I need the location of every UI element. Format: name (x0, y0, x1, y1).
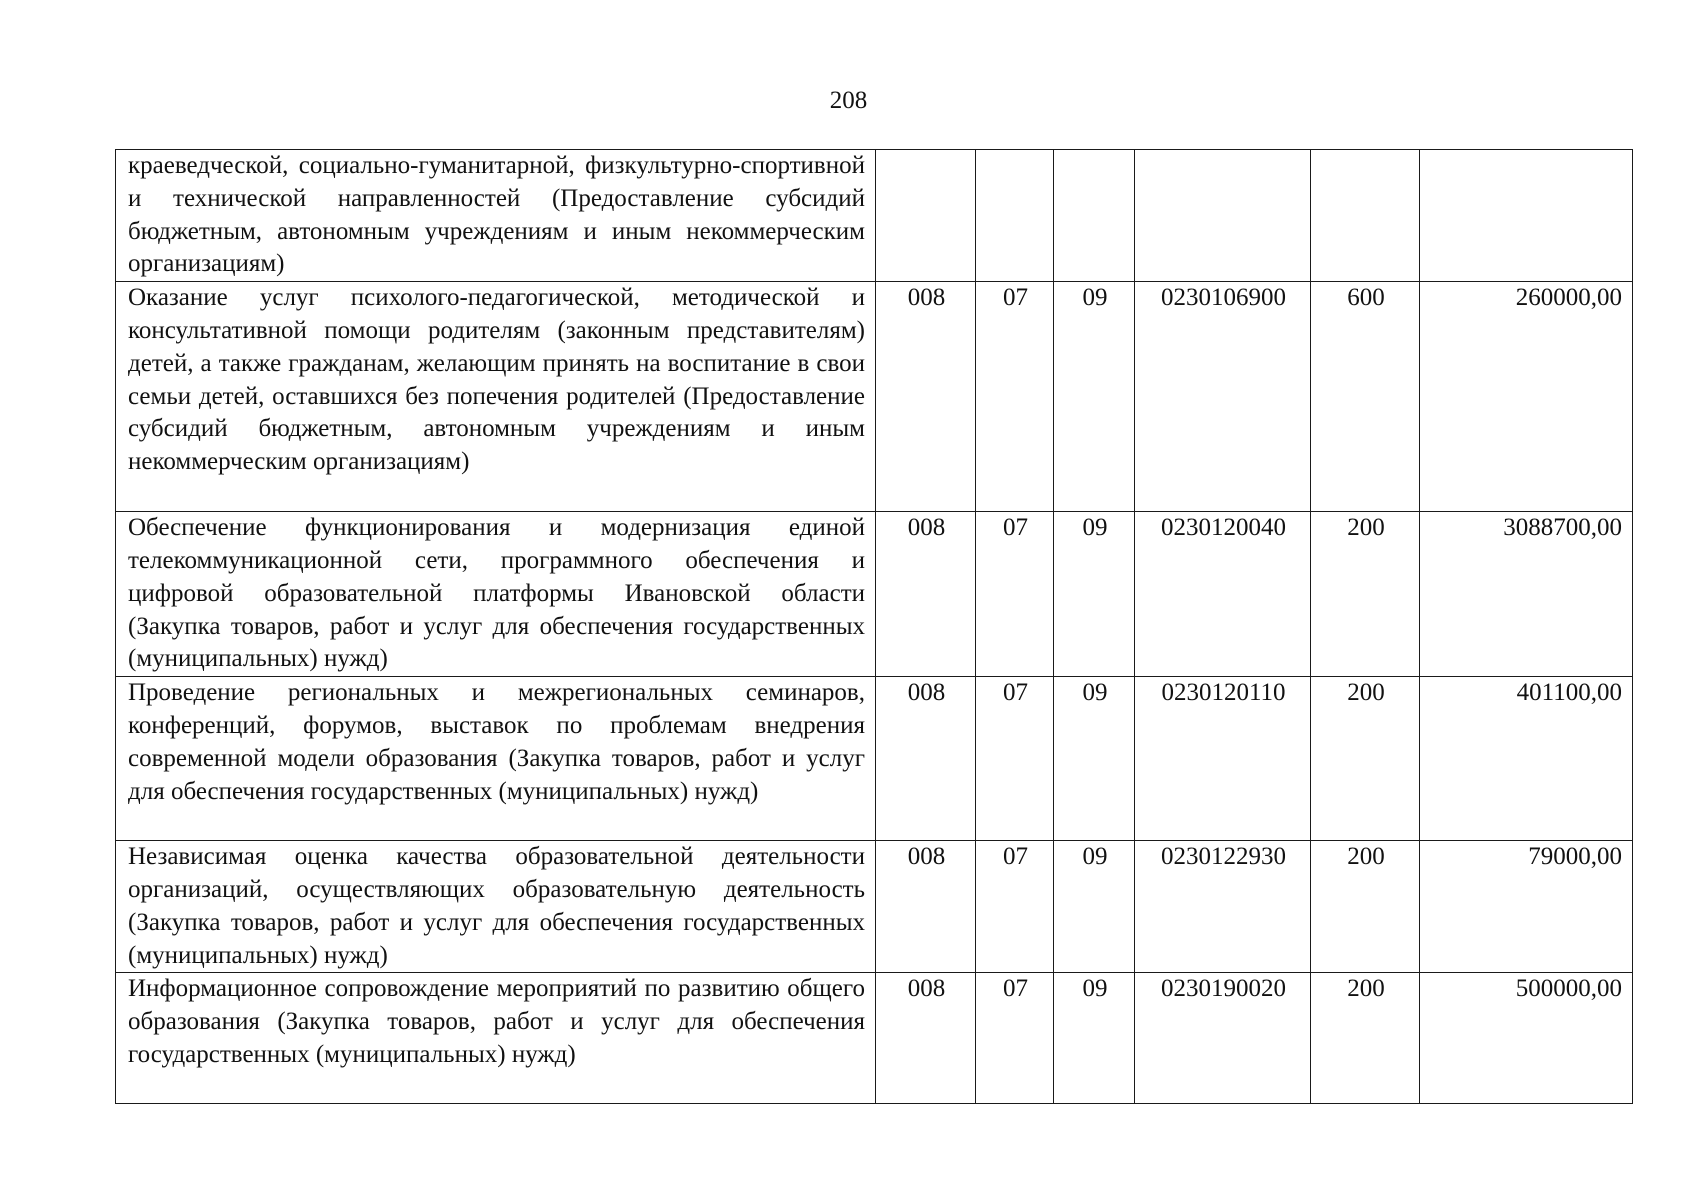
expense-type-code: 200 (1311, 973, 1420, 1104)
target-article-code: 0230122930 (1135, 841, 1311, 973)
subsection-code: 09 (1054, 677, 1135, 841)
target-article-code: 0230106900 (1135, 282, 1311, 512)
page-number: 208 (829, 87, 868, 114)
amount: 79000,00 (1420, 841, 1633, 973)
row-description: краеведческой, социально-гуманитарной, физкультурно-спортивной и технической направленностей (Предоставление субсидий бюджетным, автономным учреждениям и иным некоммерческим организациям) (116, 150, 876, 282)
expense-type-code (1311, 150, 1420, 282)
row-description: Информационное сопровождение мероприятий по развитию общего образования (Закупка товаров, работ и услуг для обеспечения государственных (муниципальных) нужд) (116, 973, 876, 1104)
table-row (116, 677, 1633, 841)
subsection-code: 09 (1054, 512, 1135, 677)
expense-type-code: 200 (1311, 841, 1420, 973)
section-code: 07 (976, 841, 1054, 973)
section-code (976, 150, 1054, 282)
ministry-code: 008 (876, 841, 976, 973)
section-code: 07 (976, 282, 1054, 512)
target-article-code: 0230120110 (1135, 677, 1311, 841)
amount: 401100,00 (1420, 677, 1633, 841)
section-code: 07 (976, 677, 1054, 841)
table-row (116, 512, 1633, 677)
expense-type-code: 200 (1311, 677, 1420, 841)
ministry-code: 008 (876, 677, 976, 841)
amount: 500000,00 (1420, 973, 1633, 1104)
section-code: 07 (976, 973, 1054, 1104)
budget-table (115, 149, 1633, 1104)
row-description: Обеспечение функционирования и модернизация единой телекоммуникационной сети, программного обеспечения и цифровой образовательной платформы Ивановской области (Закупка товаров, работ и услуг для обеспечения государственных (муниципальных) нужд) (116, 512, 876, 677)
amount (1420, 150, 1633, 282)
table-row (116, 282, 1633, 512)
ministry-code: 008 (876, 282, 976, 512)
target-article-code: 0230190020 (1135, 973, 1311, 1104)
ministry-code (876, 150, 976, 282)
subsection-code (1054, 150, 1135, 282)
amount: 3088700,00 (1420, 512, 1633, 677)
subsection-code: 09 (1054, 973, 1135, 1104)
row-description: Проведение региональных и межрегиональных семинаров, конференций, форумов, выставок по проблемам внедрения современной модели образования (Закупка товаров, работ и услуг для обеспечения государственных (муниципальных) нужд) (116, 677, 876, 841)
expense-type-code: 200 (1311, 512, 1420, 677)
ministry-code: 008 (876, 973, 976, 1104)
amount: 260000,00 (1420, 282, 1633, 512)
subsection-code: 09 (1054, 282, 1135, 512)
row-description: Независимая оценка качества образовательной деятельности организаций, осуществляющих образовательную деятельность (Закупка товаров, работ и услуг для обеспечения государственных (муниципальных) нужд) (116, 841, 876, 973)
subsection-code: 09 (1054, 841, 1135, 973)
section-code: 07 (976, 512, 1054, 677)
expense-type-code: 600 (1311, 282, 1420, 512)
table-row (116, 973, 1633, 1104)
target-article-code (1135, 150, 1311, 282)
target-article-code: 0230120040 (1135, 512, 1311, 677)
ministry-code: 008 (876, 512, 976, 677)
row-description: Оказание услуг психолого-педагогической, методической и консультативной помощи родителям (законным представителям) детей, а также гражданам, желающим принять на воспитание в свои семьи детей, оставшихся без попечения родителей (Предоставление субсидий бюджетным, автономным учреждениям и иным некоммерческим организациям) (116, 282, 876, 512)
table-row (116, 150, 1633, 282)
table-row (116, 841, 1633, 973)
